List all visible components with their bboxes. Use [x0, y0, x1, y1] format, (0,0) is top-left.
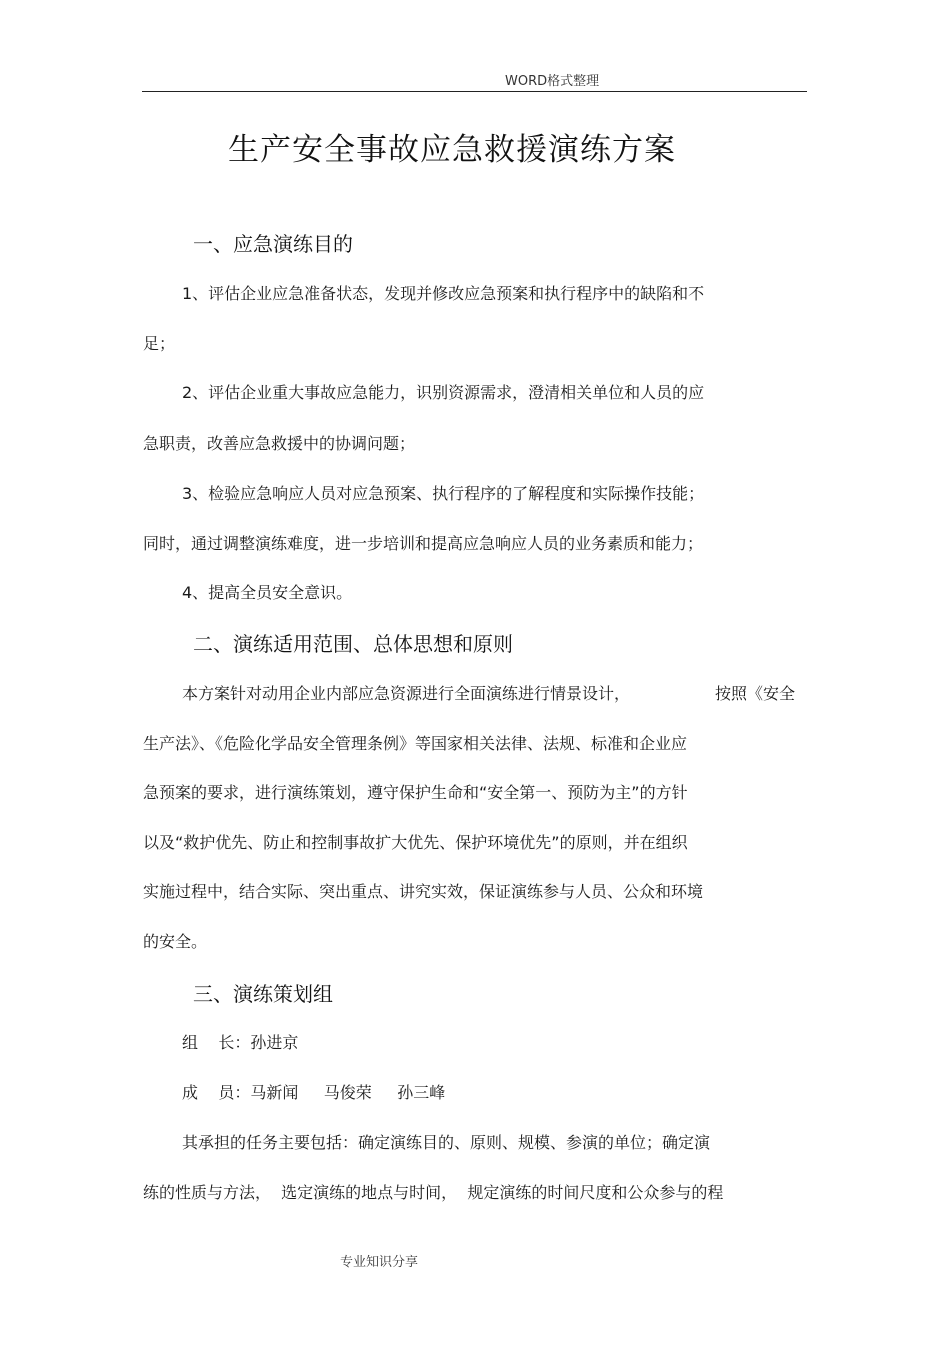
paragraph-line: 实施过程中，结合实际、突出重点、讲究实效，保证演练参与人员、公众和环境	[143, 882, 704, 901]
paragraph-line: 2、评估企业重大事故应急能力，识别资源需求，澄清相关单位和人员的应	[182, 383, 705, 402]
document-title: 生产安全事故应急救援演练方案	[228, 132, 676, 168]
team-members-line: 成 员：马新闻 马俊荣 孙三峰	[182, 1083, 446, 1102]
paragraph-line: 急职责，改善应急救援中的协调问题；	[143, 434, 416, 453]
paragraph-line: 以及“救护优先、防止和控制事故扩大优先、保护环境优先”的原则，并在组织	[143, 833, 688, 852]
paragraph-line: 4、提高全员安全意识。	[182, 583, 353, 602]
paragraph-line: 3、检验应急响应人员对应急预案、执行程序的了解程度和实际操作技能；	[182, 484, 705, 503]
section-heading: 三、演练策划组	[193, 982, 333, 1006]
paragraph-line: 练的性质与方法， 选定演练的地点与时间， 规定演练的时间尺度和公众参与的程	[143, 1183, 724, 1202]
paragraph-line: 本方案针对动用企业内部应急资源进行全面演练进行情景设计，	[182, 684, 631, 703]
section-heading: 一、应急演练目的	[193, 232, 353, 256]
page-footer: 专业知识分享	[340, 1255, 419, 1270]
team-leader-line: 组 长：孙进京	[182, 1033, 299, 1052]
paragraph-line: 同时，通过调整演练难度，进一步培训和提高应急响应人员的业务素质和能力；	[143, 534, 704, 553]
section-heading: 二、演练适用范围、总体思想和原则	[193, 632, 513, 656]
paragraph-line: 生产法》、《危险化学品安全管理条例》等国家相关法律、法规、标准和企业应	[143, 734, 688, 753]
paragraph-line: 1、评估企业应急准备状态，发现并修改应急预案和执行程序中的缺陷和不	[182, 284, 705, 303]
paragraph-line: 的安全。	[143, 932, 208, 951]
paragraph-line: 急预案的要求，进行演练策划，遵守保护生命和“安全第一、预防为主”的方针	[143, 783, 688, 802]
page-header: WORD格式整理	[505, 74, 600, 89]
header-divider	[142, 91, 807, 92]
paragraph-line: 足；	[143, 334, 176, 353]
paragraph-line: 按照《安全	[715, 684, 796, 703]
paragraph-line: 其承担的任务主要包括：确定演练目的、原则、规模、参演的单位；确定演	[182, 1133, 711, 1152]
